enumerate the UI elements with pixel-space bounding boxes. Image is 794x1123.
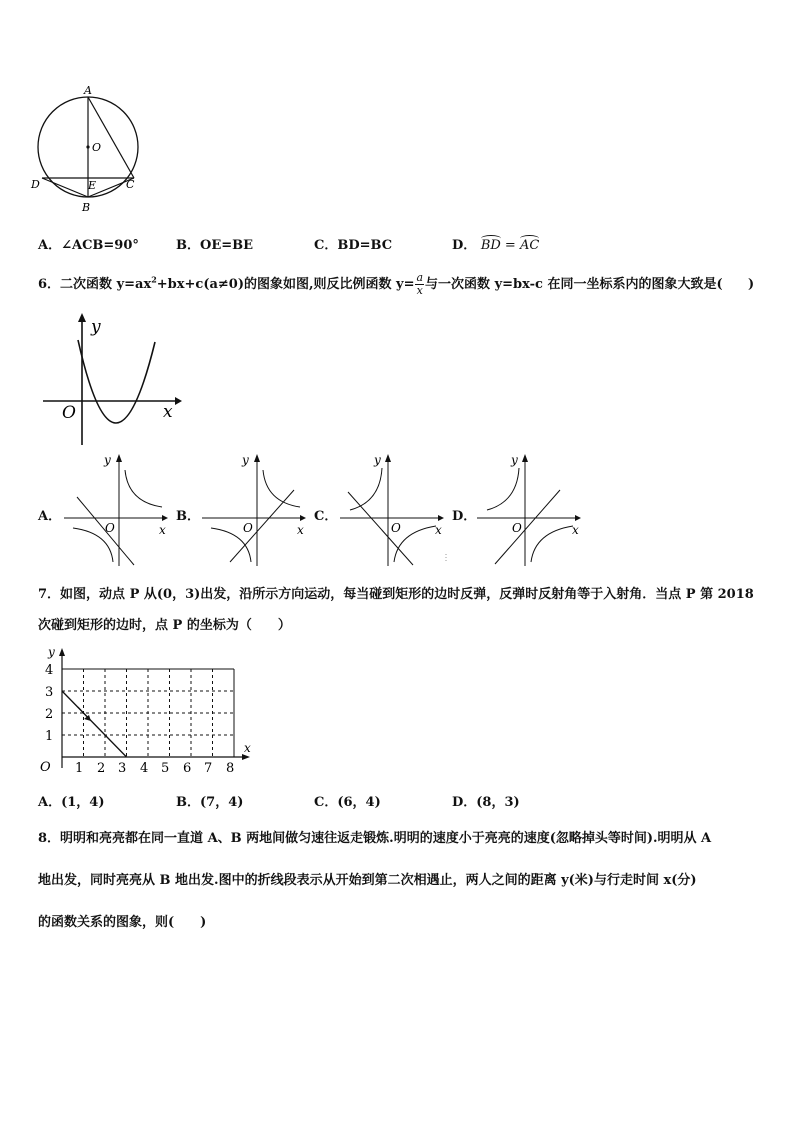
- option-text: BD=BC: [337, 238, 393, 253]
- x-tick: 6: [183, 761, 192, 776]
- option-letter: D．: [452, 795, 477, 810]
- q8-stem-line-2: 地出发，同时亮亮从 B 地出发.图中的折线段表示从开始到第二次相遇止，两人之间的距离 y(米)与行走时间 x(分): [38, 873, 697, 888]
- option-text: ∠ACB=90°: [61, 238, 139, 253]
- q6-option-b-graph: [200, 450, 310, 570]
- q5-option-c[interactable]: [314, 234, 392, 253]
- y-label: y: [511, 453, 518, 467]
- q7-option-a[interactable]: [38, 791, 105, 810]
- q6-stem: 6．二次函数 $y=ax^2+bx+c(a\ne 0)$的图象如图,则反比例函数 y= $\frac{a}{x}$ 与一次函数 y=bx-c 在同一坐标系内的图象大致是(: [38, 271, 723, 297]
- q7-rectangle-graph: [28, 640, 258, 780]
- option-letter: C．: [314, 795, 338, 810]
- q5-option-a[interactable]: [38, 234, 139, 253]
- q7-option-b[interactable]: [176, 791, 243, 810]
- x-tick: 1: [75, 761, 84, 776]
- q6-main-origin-label: O: [62, 403, 76, 423]
- option-text: (1，4): [61, 795, 105, 810]
- q6-option-a-graph: [62, 450, 172, 570]
- q6-stem-close: ): [748, 277, 755, 292]
- q5-label-c: C: [126, 178, 135, 191]
- q7-x-label: x: [244, 741, 251, 755]
- q7-option-d[interactable]: [452, 791, 520, 810]
- q6-option-b[interactable]: B．: [176, 509, 200, 524]
- x-label: x: [572, 523, 579, 537]
- origin-label: O: [512, 521, 522, 535]
- q8-stem-line-3: 的函数关系的图象，则( ): [38, 915, 207, 930]
- y-label: y: [242, 453, 249, 467]
- option-text: OE=BE: [200, 238, 254, 253]
- q6-option-d[interactable]: D．: [452, 509, 477, 524]
- x-label: x: [159, 523, 166, 537]
- q5-label-e: E: [88, 179, 97, 192]
- q6-option-c[interactable]: C．: [314, 509, 338, 524]
- q7-stem-line-1: 7．如图，动点 P 从(0，3)出发，沿所示方向运动，每当碰到矩形的边时反弹，反弹时反射角等于入射角．当点 P 第 2018: [38, 587, 754, 602]
- arc-ac: AC: [520, 238, 539, 253]
- x-tick: 3: [118, 761, 127, 776]
- origin-label: O: [243, 521, 253, 535]
- y-tick: 1: [45, 729, 54, 744]
- x-tick: 5: [161, 761, 170, 776]
- q6-main-y-label: y: [91, 317, 101, 337]
- x-label: x: [435, 523, 442, 537]
- q7-origin-label: O: [40, 760, 51, 775]
- q5-label-a: A: [84, 84, 92, 97]
- arc-mark-icon: [481, 235, 501, 242]
- q8-stem-line-1: 8．明明和亮亮都在同一直道 A、B 两地间做匀速往返走锻炼.明明的速度小于亮亮的速度(忽略掉头等时间).明明从 A: [38, 831, 712, 846]
- q5-label-d: D: [31, 178, 40, 191]
- option-text: (6，4): [337, 795, 381, 810]
- x-tick: 7: [204, 761, 213, 776]
- x-label: x: [297, 523, 304, 537]
- option-letter: B．: [176, 238, 200, 253]
- x-tick: 2: [97, 761, 106, 776]
- option-letter: A．: [38, 795, 62, 810]
- y-tick: 2: [45, 707, 54, 722]
- q5-option-b[interactable]: [176, 234, 253, 253]
- q6-parabola-graph: [35, 310, 185, 450]
- q6-option-a[interactable]: A．: [38, 509, 62, 524]
- option-text: (7，4): [200, 795, 244, 810]
- option-letter: B．: [176, 795, 200, 810]
- q6-option-c-graph: [338, 450, 448, 570]
- origin-label: O: [105, 521, 115, 535]
- arc-mark-icon: [520, 235, 539, 242]
- option-letter: D．: [452, 238, 477, 253]
- x-tick: 4: [140, 761, 149, 776]
- option-letter: C．: [314, 238, 338, 253]
- q6-option-d-graph: [475, 450, 585, 570]
- q6-main-x-label: x: [163, 402, 173, 422]
- y-tick: 3: [45, 685, 54, 700]
- q7-y-label: y: [48, 645, 55, 659]
- equals-sign: =: [500, 238, 520, 253]
- origin-label: O: [391, 521, 401, 535]
- q7-stem-line-2: 次碰到矩形的边时，点 P 的坐标为（ ）: [38, 618, 291, 633]
- q5-label-b: B: [82, 201, 91, 214]
- fraction-a-over-x: $\frac{a}{x}$: [416, 271, 424, 297]
- q5-circle-figure: [30, 80, 145, 215]
- x-tick: 8: [226, 761, 235, 776]
- option-text: (8，3): [476, 795, 520, 810]
- arc-bd: BD: [481, 238, 501, 253]
- y-label: y: [374, 453, 381, 467]
- option-letter: A．: [38, 238, 62, 253]
- y-tick: 4: [45, 663, 54, 678]
- q5-label-o: O: [92, 141, 102, 154]
- q7-option-c[interactable]: [314, 791, 381, 810]
- y-label: y: [104, 453, 111, 467]
- q5-option-d[interactable]: [452, 234, 539, 253]
